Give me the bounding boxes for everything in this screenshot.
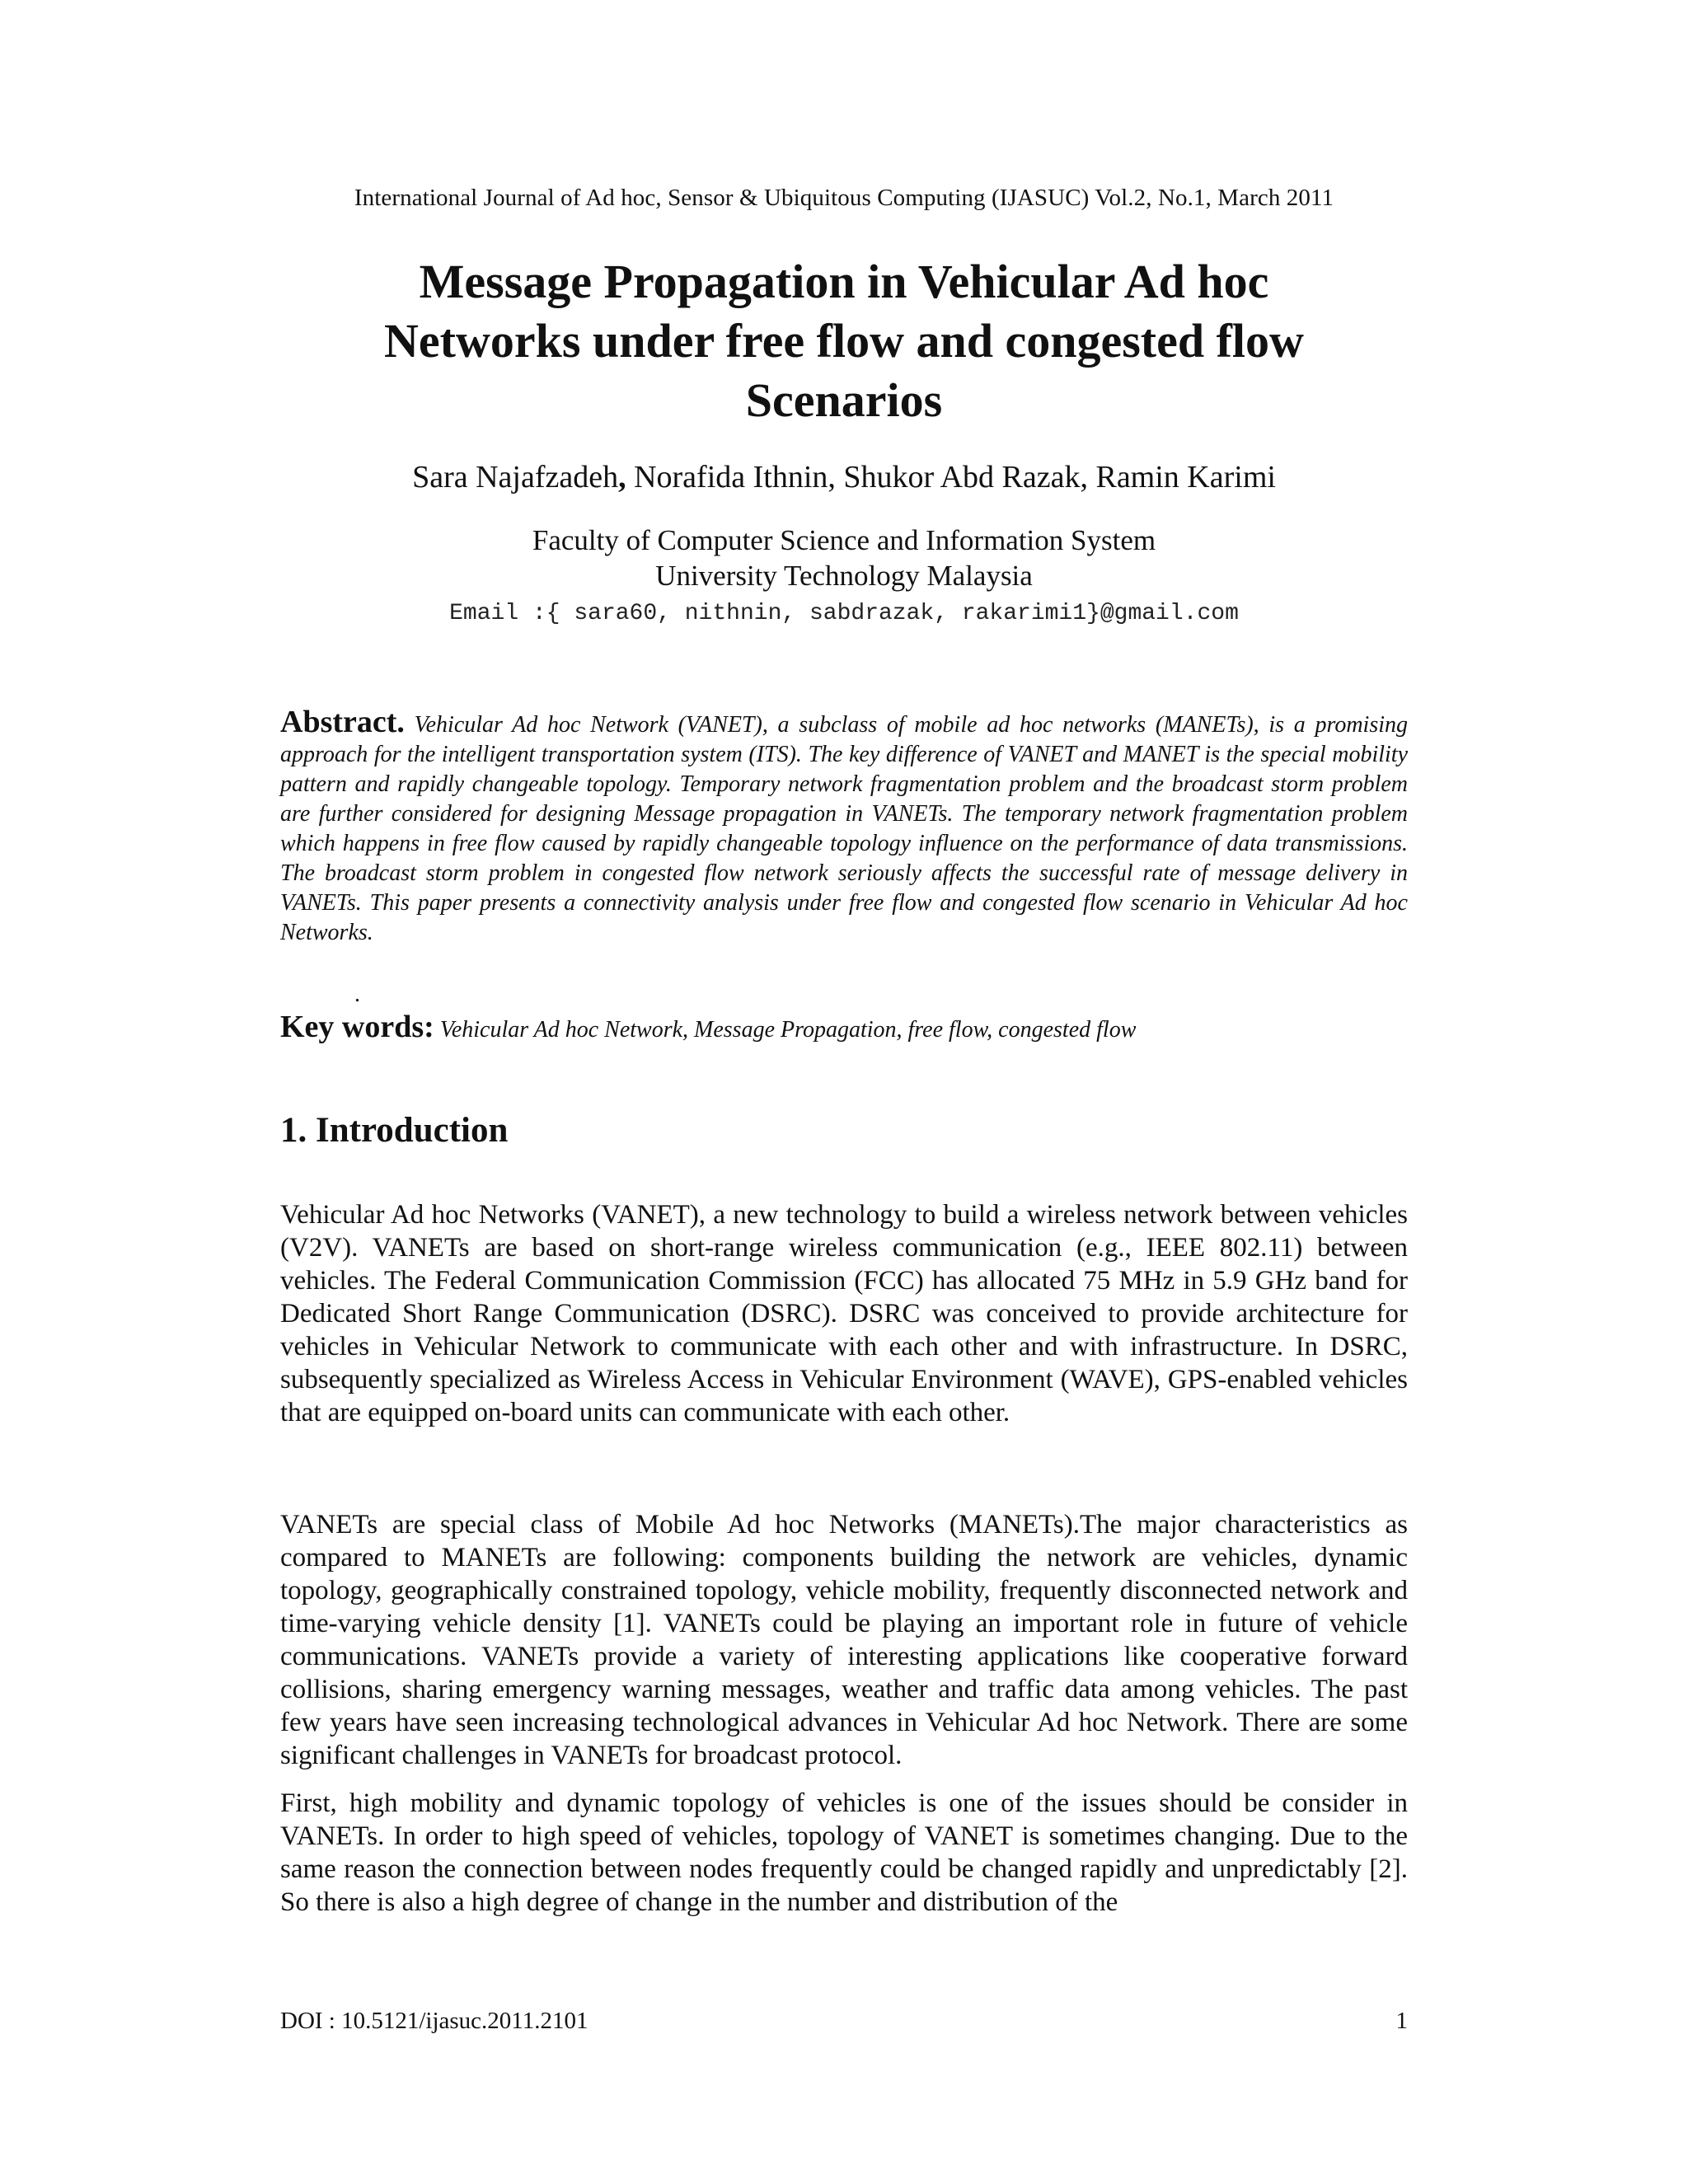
paper-title xyxy=(272,252,1416,430)
stray-mark: . xyxy=(354,982,360,1007)
body-paragraph: VANETs are special class of Mobile Ad hoc Networks (MANETs).The major characteristics as compared to MANETs are following: components building the network are vehicles, dynamic topology, geographically constrained topology, vehicle mobility, frequently disconnected network and time-varying vehicle density [1]. VANETs could be playing an important role in future of vehicle communications. VANETs provide a variety of interesting applications like cooperative forward collisions, sharing emergency warning messages, weather and traffic data among vehicles. The past few years have seen increasing technological advances in Vehicular Ad hoc Network. There are some significant challenges in VANETs for broadcast protocol. xyxy=(280,1510,1408,1770)
keywords-text: Vehicular Ad hoc Network, Message Propagation, free flow, congested flow xyxy=(439,1017,1137,1043)
title-line: Message Propagation in Vehicular Ad hoc xyxy=(419,255,1269,308)
affiliation-faculty: Faculty of Computer Science and Information System xyxy=(532,524,1156,556)
title-line: Networks under free flow and congested flow xyxy=(384,314,1304,368)
section-heading-introduction: 1. Introduction xyxy=(280,1111,509,1150)
title-line: Scenarios xyxy=(745,373,943,427)
affiliation-university: University Technology Malaysia xyxy=(655,560,1033,592)
author-separator: , xyxy=(618,460,626,494)
author-list xyxy=(0,458,1688,496)
author-email: Email :{ sara60, nithnin, sabdrazak, rakarimi1}@gmail.com xyxy=(449,601,1239,626)
abstract-text: Vehicular Ad hoc Network (VANET), a subclass of mobile ad hoc networks (MANETs), is a promising approach for the intelligent transportation system (ITS). The key difference of VANET and MANET is the special mobility pattern and rapidly changeable topology. Temporary network fragmentation problem and the broadcast storm problem are further considered for designing Message propagation in VANETs. The temporary network fragmentation problem which happens in free flow caused by rapidly changeable topology influence on the performance of data transmissions. The broadcast storm problem in congested flow network seriously affects the successful rate of message delivery in VANETs. This paper presents a connectivity analysis under free flow and congested flow scenario in Vehicular Ad hoc Networks. xyxy=(280,712,1408,945)
first-author: Sara Najafzadeh xyxy=(412,460,619,494)
journal-running-header: International Journal of Ad hoc, Sensor & Ubiquitous Computing (IJASUC) Vol.2, No.1, March 2011 xyxy=(354,185,1334,211)
body-paragraph: First, high mobility and dynamic topology of vehicles is one of the issues should be consider in VANETs. In order to high speed of vehicles, topology of VANET is sometimes changing. Due to the same reason the connection between nodes frequently could be changed rapidly and unpredictably [2]. So there is also a high degree of change in the number and distribution of the xyxy=(280,1788,1408,1917)
footer-doi: DOI : 10.5121/ijasuc.2011.2101 xyxy=(280,2008,588,2034)
keywords-label: Key words: xyxy=(280,1010,434,1044)
affiliation xyxy=(0,523,1688,593)
abstract xyxy=(280,707,1408,948)
abstract-label: Abstract. xyxy=(280,705,405,739)
other-authors: Norafida Ithnin, Shukor Abd Razak, Ramin Karimi xyxy=(634,460,1276,494)
page-number: 1 xyxy=(1395,2008,1408,2034)
body-paragraph: Vehicular Ad hoc Networks (VANET), a new technology to build a wireless network between vehicles (V2V). VANETs are based on short-range wireless communication (e.g., IEEE 802.11) between vehicles. The Federal Communication Commission (FCC) has allocated 75 MHz in 5.9 GHz band for Dedicated Short Range Communication (DSRC). DSRC was conceived to provide architecture for vehicles in Vehicular Network to communicate with each other and with infrastructure. In DSRC, subsequently specialized as Wireless Access in Vehicular Environment (WAVE), GPS-enabled vehicles that are equipped on-board units can communicate with each other. xyxy=(280,1200,1408,1427)
keywords xyxy=(280,1010,1408,1047)
